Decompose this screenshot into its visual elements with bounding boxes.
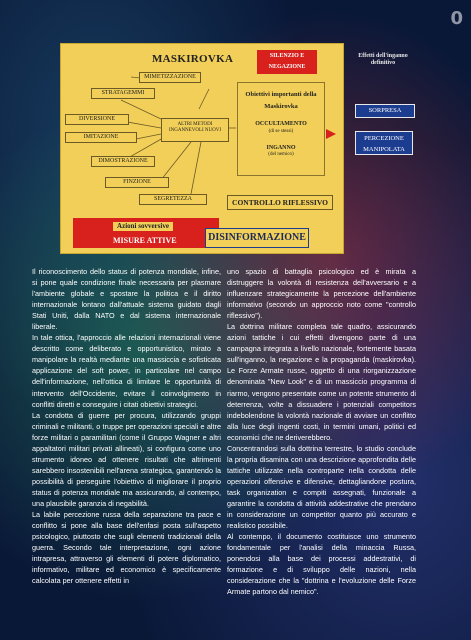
- misure-attive-box: [73, 218, 219, 248]
- occultamento-sub: (di se stessi): [268, 128, 294, 134]
- paragraph: La labile percezione russa della separazione tra pace e conflitto si pone alla base dell'enfasi posta sull'aspetto psicologico, piuttosto che sugli elementi tradizionali della guerra. Secondo tale interpretazione, ogni azione intrapresa, attraverso gli elementi di potere diplomatico, informativo, militare ed economico è specificamente calcolata per ottenere effetti in: [32, 510, 221, 586]
- azioni-sovversive: Azioni sovversive: [113, 222, 173, 231]
- article-left-column: [32, 266, 221, 586]
- node-segretezza: SEGRETEZZA: [139, 194, 207, 205]
- node-stratagemmi: STRATAGEMMI: [91, 88, 155, 99]
- page-number: 0: [450, 8, 463, 29]
- node-controllo-riflessivo: CONTROLLO RIFLESSIVO: [227, 195, 333, 210]
- obiettivi-title: Obiettivi importanti della Maskirovka: [245, 91, 317, 110]
- inganno-label: INGANNO: [266, 144, 296, 151]
- occultamento-label: OCCULTAMENTO: [255, 121, 307, 127]
- paragraph: Il riconoscimento dello status di potenza mondiale, infine, si pone quale condizione finale necessaria per plasmare l'ambiente globale e spostare la politica e il diritto internazionale lontano dall'attuale sistema guidato dagli Stati Uniti, dalla NATO e dal sistema internazionale liberale.: [32, 267, 221, 332]
- inganno-sub: (del nemico): [268, 152, 294, 158]
- maskirovka-diagram: [60, 43, 344, 254]
- diagram-title: MASKIROVKA: [152, 53, 234, 65]
- paragraph: La condotta di guerre per procura, utilizzando gruppi criminali e militanti, o truppe per operazioni speciali e altre forze militari o paramilitari (come il Gruppo Wagner e altri appaltatori militari privati allineati), si configura come uno strumento idoneo ad ottenere risultati che altrimenti sarebbero insostenibili nell'arena strategica, garantendo la possibilità di perseguire l'obiettivo di migliorare il proprio status di potenza mondiale ma assicurando, al contempo, una plausibile garanzia di negabilità.: [32, 410, 221, 508]
- disinformazione: DISINFORMAZIONE: [205, 228, 309, 248]
- node-mimetizzazione: MIMETIZZAZIONE: [139, 72, 201, 83]
- node-finzione: FINZIONE: [105, 177, 169, 188]
- paragraph: Al contempo, il documento costituisce uno strumento fondamentale per l'analisi della minaccia Russa, ponendosi alla base dei processi addestrativi, di formazione e di sviluppo delle nazioni, nella considerazione che la "dottrina e l'evoluzione delle Forze Armate partono dal nemico".: [227, 532, 416, 597]
- misure-attive: MISURE ATTIVE: [113, 236, 177, 245]
- paragraph: In tale ottica, l'approccio alle relazioni internazionali viene descritto come deliberato e opportunistico, mirato a manipolare la realtà mediante una massiccia e sofisticata applicazione del soft power, in particolare nel campo dell'informazione, nell'ottica di limitare le opportunità di intervento dell'Occidente, evitare il coinvolgimento in conflitti diretti e conseguire i citati obiettivi strategici.: [32, 333, 221, 409]
- node-dimostrazione: DIMOSTRAZIONE: [91, 156, 155, 167]
- paragraph: uno spazio di battaglia psicologico ed è mirata a distruggere la volontà di resistenza dell'avversario e a influenzare strategicamente la percezione dell'ambiente informativo (secondo un approccio noto come "controllo riflessivo").: [227, 267, 416, 321]
- obiettivi-box: [237, 82, 325, 176]
- node-imitazione: IMITAZIONE: [65, 132, 137, 143]
- node-altri-metodi: ALTRI METODI INGANNEVOLI NUOVI: [161, 118, 229, 142]
- node-silenzio-negazione: SILENZIO E NEGAZIONE: [257, 50, 317, 74]
- effect-percezione: PERCEZIONE MANIPOLATA: [355, 131, 413, 155]
- paragraph: Concentrandosi sulla dottrina terrestre, lo studio conclude la propria disamina con una descrizione approfondita delle tattiche utilizzate nella controparte nella condotta delle operazioni offensive e difensive, dettagliandone postura, task organization e compiti assegnati, funzionale a garantire la condotta di attività addestrative che prendano in considerazione un competitor quanto più accurato e realistico possibile.: [227, 443, 416, 531]
- article-right-column: [227, 266, 416, 597]
- node-diversione: DIVERSIONE: [65, 114, 129, 125]
- effetti-title: Effetti dell'inganno definitivo: [358, 53, 408, 67]
- effect-sorpresa: SORPRESA: [355, 104, 415, 118]
- paragraph: La dottrina militare completa tale quadro, assicurando azioni tattiche i cui effetti divengono parte di una campagna integrata a livello nazionale, fortemente basata sull'inganno, la negazione e la propaganda (maskirovka). Le Forze Armate russe, oggetto di una riorganizzazione denominata "New Look" e di un massiccio programma di riarmo, vengono presentate come un potente strumento di deterrenza, volte a dissuadere i potenziali competitors indebolendone la volontà nazionale di avviare un conflitto alla luce degli ingenti costi, in termini umani, politici ed economici che ne deriverebbero.: [227, 322, 416, 442]
